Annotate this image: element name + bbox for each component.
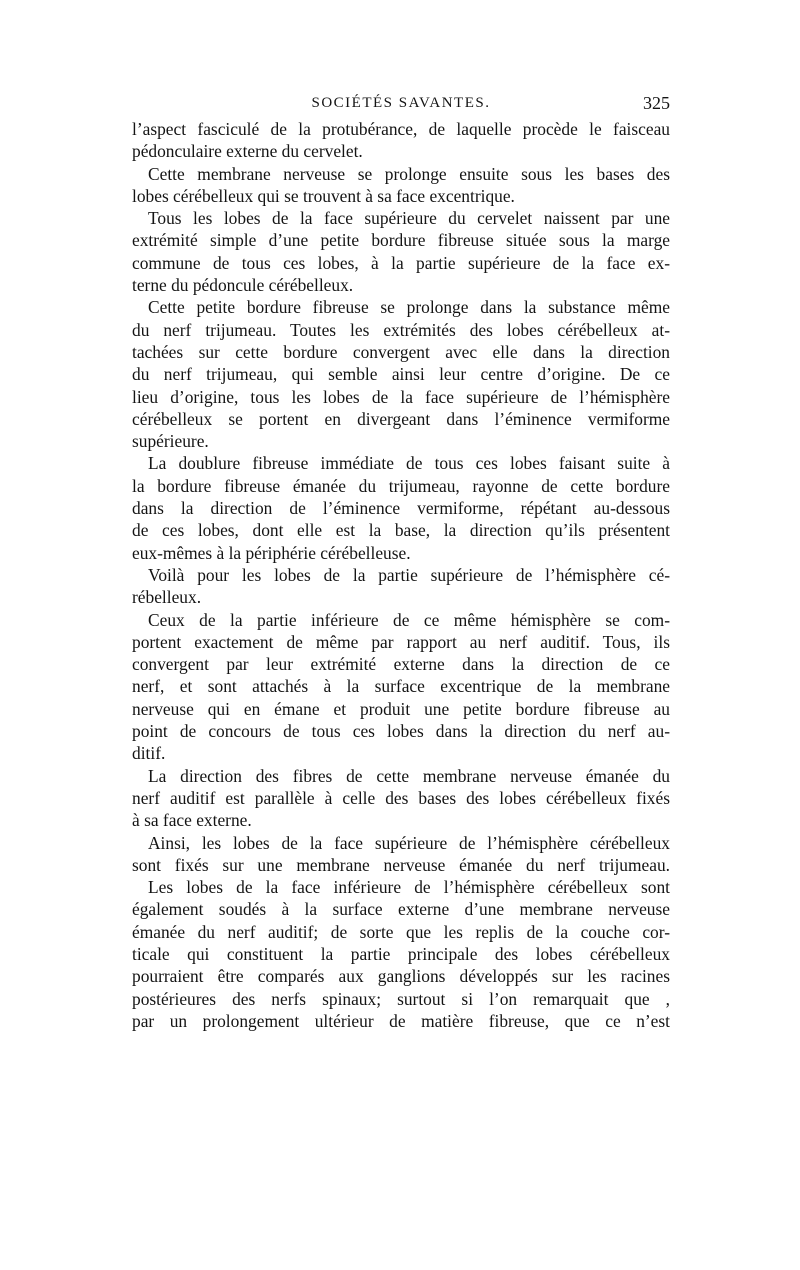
text-line: par un prolongement ultérieur de matière fibreuse, que ce n’est — [132, 1010, 670, 1031]
text-line: également soudés à la surface externe d’une membrane nerveuse — [132, 899, 670, 920]
text-line: La doublure fibreuse immédiate de tous ces lobes faisant suite à — [148, 453, 670, 474]
text-line: nerf auditif est parallèle à celle des bases des lobes cérébelleux fixés — [132, 787, 670, 808]
text-line: supérieure. — [132, 431, 209, 452]
text-line: du nerf trijumeau, qui semble ainsi leur centre d’origine. De ce — [132, 364, 670, 385]
text-line: du nerf trijumeau. Toutes les extrémités des lobes cérébelleux at- — [132, 319, 670, 340]
text-line: émanée du nerf auditif; de sorte que les replis de la couche cor- — [132, 921, 670, 942]
text-line: Les lobes de la face inférieure de l’hémisphère cérébelleux sont — [148, 877, 670, 898]
text-line: La direction des fibres de cette membrane nerveuse émanée du — [148, 765, 670, 786]
text-line: cérébelleux se portent en divergeant dans l’éminence vermiforme — [132, 408, 670, 429]
text-line: sont fixés sur une membrane nerveuse émanée du nerf trijumeau. — [132, 854, 670, 875]
text-line: point de concours de tous ces lobes dans la direction du nerf au- — [132, 721, 670, 742]
text-line: dans la direction de l’éminence vermiforme, répétant au-dessous — [132, 498, 670, 519]
body-text — [132, 118, 670, 1032]
text-line: extrémité simple d’une petite bordure fibreuse située sous la marge — [132, 230, 670, 251]
text-line: pourraient être comparés aux ganglions développés sur les racines — [132, 966, 670, 987]
text-line: Ainsi, les lobes de la face supérieure de l’hémisphère cérébelleux — [148, 832, 670, 853]
text-line: à sa face externe. — [132, 810, 252, 831]
text-line: convergent par leur extrémité externe dans la direction de ce — [132, 654, 670, 675]
text-line: terne du pédoncule cérébelleux. — [132, 275, 354, 296]
text-line: eux-mêmes à la périphérie cérébelleuse. — [132, 542, 411, 563]
text-line: Cette membrane nerveuse se prolonge ensuite sous les bases des — [148, 163, 670, 184]
text-line: Cette petite bordure fibreuse se prolonge dans la substance même — [148, 297, 670, 318]
text-line: postérieures des nerfs spinaux; surtout si l’on remarquait que , — [132, 988, 670, 1009]
text-line: Ceux de la partie inférieure de ce même hémisphère se com- — [148, 609, 670, 630]
text-line: pédonculaire externe du cervelet. — [132, 141, 363, 162]
page-number: 325 — [643, 93, 670, 113]
text-line: de ces lobes, dont elle est la base, la direction qu’ils présentent — [132, 520, 670, 541]
text-line: portent exactement de même par rapport au nerf auditif. Tous, ils — [132, 631, 670, 652]
text-line: l’aspect fasciculé de la protubérance, de laquelle procède le faisceau — [132, 119, 670, 139]
text-line: nerf, et sont attachés à la surface excentrique de la membrane — [132, 676, 670, 697]
text-line: lobes cérébelleux qui se trouvent à sa face excentrique. — [132, 185, 515, 206]
text-line: commune de tous ces lobes, à la partie supérieure de la face ex- — [132, 252, 670, 273]
text-line: ditif. — [132, 743, 166, 764]
text-line: rébelleux. — [132, 587, 202, 608]
text-line: la bordure fibreuse émanée du trijumeau, rayonne de cette bordure — [132, 475, 670, 496]
running-header — [132, 90, 670, 116]
text-line: Tous les lobes de la face supérieure du cervelet naissent par une — [148, 208, 670, 229]
running-title: SOCIÉTÉS SAVANTES. — [311, 95, 491, 111]
text-line: nerveuse qui en émane et produit une petite bordure fibreuse au — [132, 698, 670, 719]
text-line: tachées sur cette bordure convergent avec elle dans la direction — [132, 341, 670, 362]
text-line: ticale qui constituent la partie principale des lobes cérébelleux — [132, 943, 670, 964]
text-line: lieu d’origine, tous les lobes de la face supérieure de l’hémisphère — [132, 386, 670, 407]
text-line: Voilà pour les lobes de la partie supérieure de l’hémisphère cé- — [148, 564, 670, 585]
